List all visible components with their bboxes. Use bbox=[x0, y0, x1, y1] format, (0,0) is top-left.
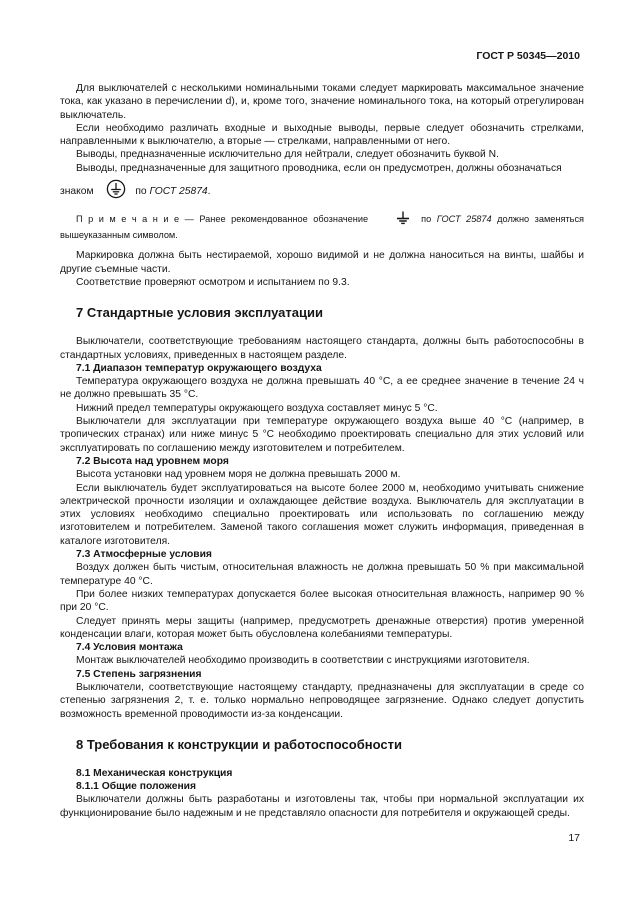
paragraph: Выключатели для эксплуатации при температуре окружающего воздуха выше 40 °С (например, в тропических странах) или ниже минус 5 °С необходимо проектировать специально для этих условий или эксплуатировать по соглашению между изготовителем и потребителем. bbox=[60, 416, 584, 454]
page-number: 17 bbox=[568, 832, 580, 844]
paragraph: Выводы, предназначенные для защитного проводника, если он предусмотрен, должны обозначаться bbox=[76, 162, 562, 174]
paragraph: Выводы, предназначенные исключительно для нейтрали, следует обозначить буквой N. bbox=[76, 149, 499, 161]
section-heading-7: 7 Стандартные условия эксплуатации bbox=[76, 305, 323, 321]
paragraph: Если необходимо различать входные и выходные выводы, первые следует обозначить стрелками, направленными к выключателю, а вторые — стрелками, направленными от него. bbox=[60, 122, 584, 148]
subsection-heading-8-1-1: 8.1.1 Общие положения bbox=[76, 781, 196, 793]
subsection-heading-7-2: 7.2 Высота над уровнем моря bbox=[76, 455, 229, 467]
subsection-heading-7-1: 7.1 Диапазон температур окружающего воздуха bbox=[76, 362, 322, 374]
paragraph: Соответствие проверяют осмотром и испытанием по 9.3. bbox=[76, 276, 350, 288]
protective-earth-icon bbox=[106, 179, 126, 203]
paragraph: Выключатели должны быть разработаны и изготовлены так, чтобы при нормальной эксплуатации их функционирование было надежным и не представляло опасности для потребителя и окружающей среды. bbox=[60, 794, 584, 819]
note: П р и м е ч а н и е — Ранее рекомендованное обозначение по ГОСТ 25874 должно заменяться вышеуказанным символом. bbox=[60, 211, 584, 241]
note-label: П р и м е ч а н и е bbox=[76, 214, 180, 225]
paragraph: Выключатели, соответствующие требованиям настоящего стандарта, должны быть работоспособны в стандартных условиях, приведенных в настоящем разделе. bbox=[60, 336, 584, 361]
paragraph: Маркировка должна быть нестираемой, хорошо видимой и не должна наноситься на винты, шайбы и другие съемные части. bbox=[60, 250, 584, 275]
paragraph: Монтаж выключателей необходимо производить в соответствии с инструкциями изготовителя. bbox=[76, 655, 530, 667]
paragraph: Воздух должен быть чистым, относительная влажность не должна превышать 50 % при максимальной температуре 40 °С. bbox=[60, 562, 584, 587]
subsection-heading-7-4: 7.4 Условия монтажа bbox=[76, 642, 183, 654]
paragraph: Если выключатель будет эксплуатироваться на высоте более 2000 м, необходимо учитывать снижение электрической прочности изоляции и охлаждающее действие воздуха. Выключатель для эксплуатации в этих условиях необходимо специально проектировать или использовать по соглашению между изготовителем и потребителем. Заменой такого соглашения может служить информация, приведенная в каталоге изготовителя. bbox=[60, 482, 584, 547]
paragraph: Выключатели, соответствующие настоящему стандарту, предназначены для эксплуатации в среде со степенью загрязнения 2, т. е. только нормально непроводящее загрязнение. Однако следует допустить возможность временной проводимости из-за конденсации. bbox=[60, 681, 584, 720]
document-number: ГОСТ Р 50345—2010 bbox=[476, 50, 580, 62]
subsection-heading-8-1: 8.1 Механическая конструкция bbox=[76, 767, 233, 779]
subsection-heading-7-5: 7.5 Степень загрязнения bbox=[76, 668, 202, 680]
paragraph: Нижний предел температуры окружающего воздуха составляет минус 5 °С. bbox=[76, 402, 438, 414]
protective-earth-sign-line: знаком по ГОСТ 25874. bbox=[60, 179, 584, 203]
paragraph: При более низких температурах допускается более высокая относительная влажность, например 90 % при 20 °С. bbox=[60, 588, 584, 614]
paragraph: Следует принять меры защиты (например, предусмотреть дренажные отверстия) против умеренной конденсации влаги, которая может быть обусловлена колебаниями температуры. bbox=[60, 615, 584, 640]
paragraph: Высота установки над уровнем моря не должна превышать 2000 м. bbox=[76, 469, 401, 481]
subsection-heading-7-3: 7.3 Атмосферные условия bbox=[76, 549, 212, 561]
ground-icon bbox=[380, 211, 410, 229]
paragraph: Температура окружающего воздуха не должна превышать 40 °С, а ее среднее значение в течение 24 ч не должно превышать 35 °С. bbox=[60, 376, 584, 401]
paragraph: Для выключателей с несколькими номинальными токами следует маркировать максимальное значение тока, как указано в перечислении d), и, кроме того, значение номинального тока, на который отрегулирован выключатель. bbox=[60, 83, 584, 121]
page-content bbox=[60, 82, 584, 820]
section-heading-8: 8 Требования к конструкции и работоспособности bbox=[76, 736, 402, 752]
